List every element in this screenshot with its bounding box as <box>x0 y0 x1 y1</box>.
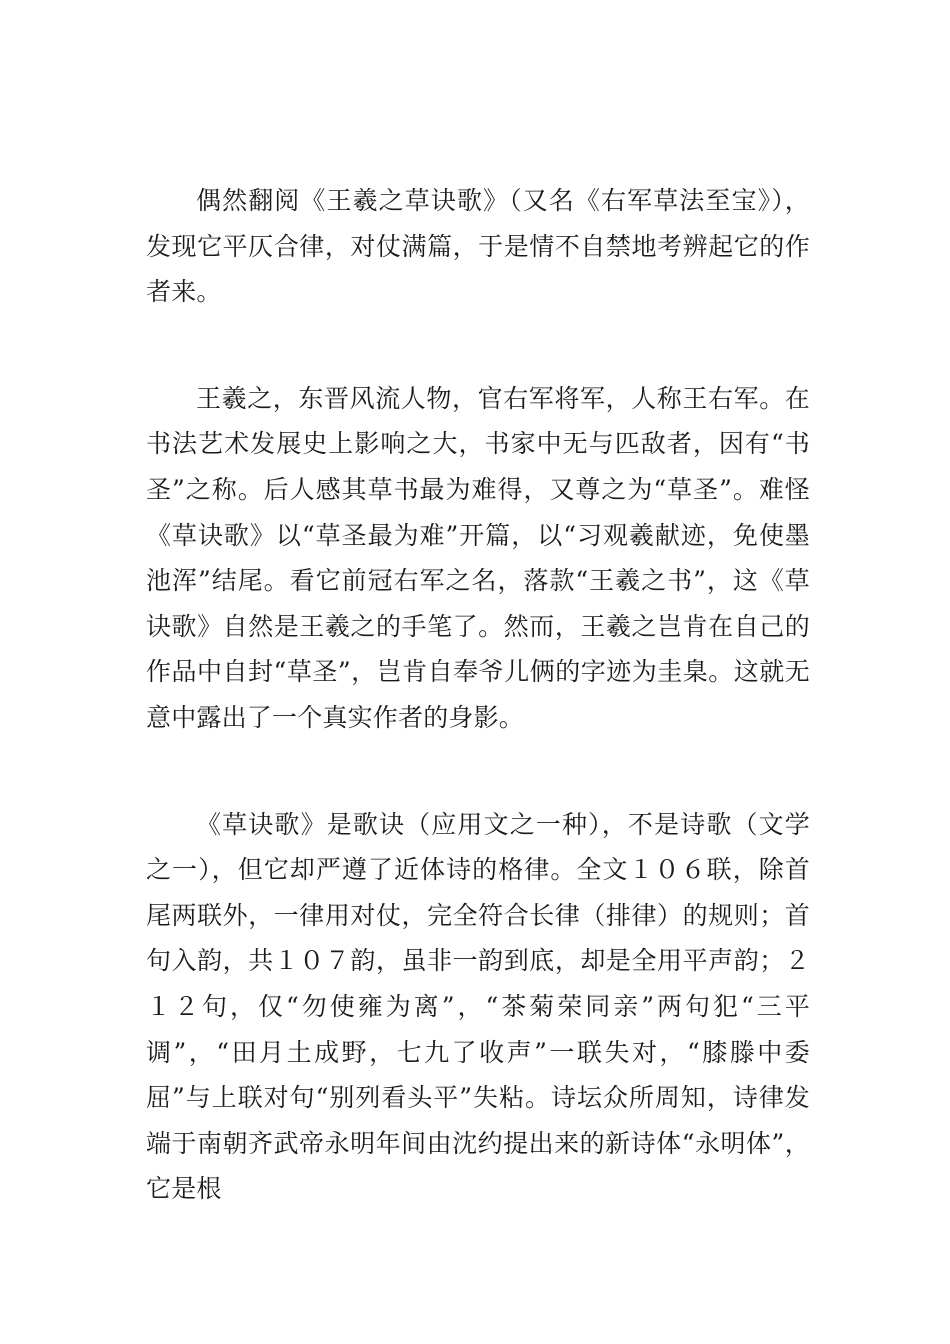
paragraph-wang-xizhi: 王羲之，东晋风流人物，官右军将军，人称王右军。在书法艺术发展史上影响之大，书家中无与匹敌者，因有“书圣”之称。后人感其草书最为难得，又尊之为“草圣”。难怪《草诀歌》以“草圣最为难”开篇，以“习观羲献迹，免使墨池浑”结尾。看它前冠右军之名，落款“王羲之书”，这《草诀歌》自然是王羲之的手笔了。然而，王羲之岂肯在自己的作品中自封“草圣”，岂肯自奉爷儿俩的字迹为圭臬。这就无意中露出了一个真实作者的身影。 <box>146 383 810 732</box>
document-body <box>146 178 810 1212</box>
paragraph-caojuege: 《草诀歌》是歌诀（应用文之一种），不是诗歌（文学之一），但它却严遵了近体诗的格律。全文１０６联，除首尾两联外，一律用对仗，完全符合长律（排律）的规则；首句入韵，共１０７韵，虽非一韵到底，却是全用平声韵；２１２句，仅“勿使雍为离”，“茶菊荣同亲”两句犯“三平调”，“田月土成野，七九了收声”一联失对，“膝滕中委屈”与上联对句“别列看头平”失粘。诗坛众所周知，诗律发端于南朝齐武帝永明年间由沈约提出来的新诗体“永明体”，它是根 <box>146 809 810 1204</box>
paragraph-intro: 偶然翻阅《王羲之草诀歌》（又名《右军草法至宝》），发现它平仄合律，对仗满篇，于是情不自禁地考辨起它的作者来。 <box>146 186 810 307</box>
